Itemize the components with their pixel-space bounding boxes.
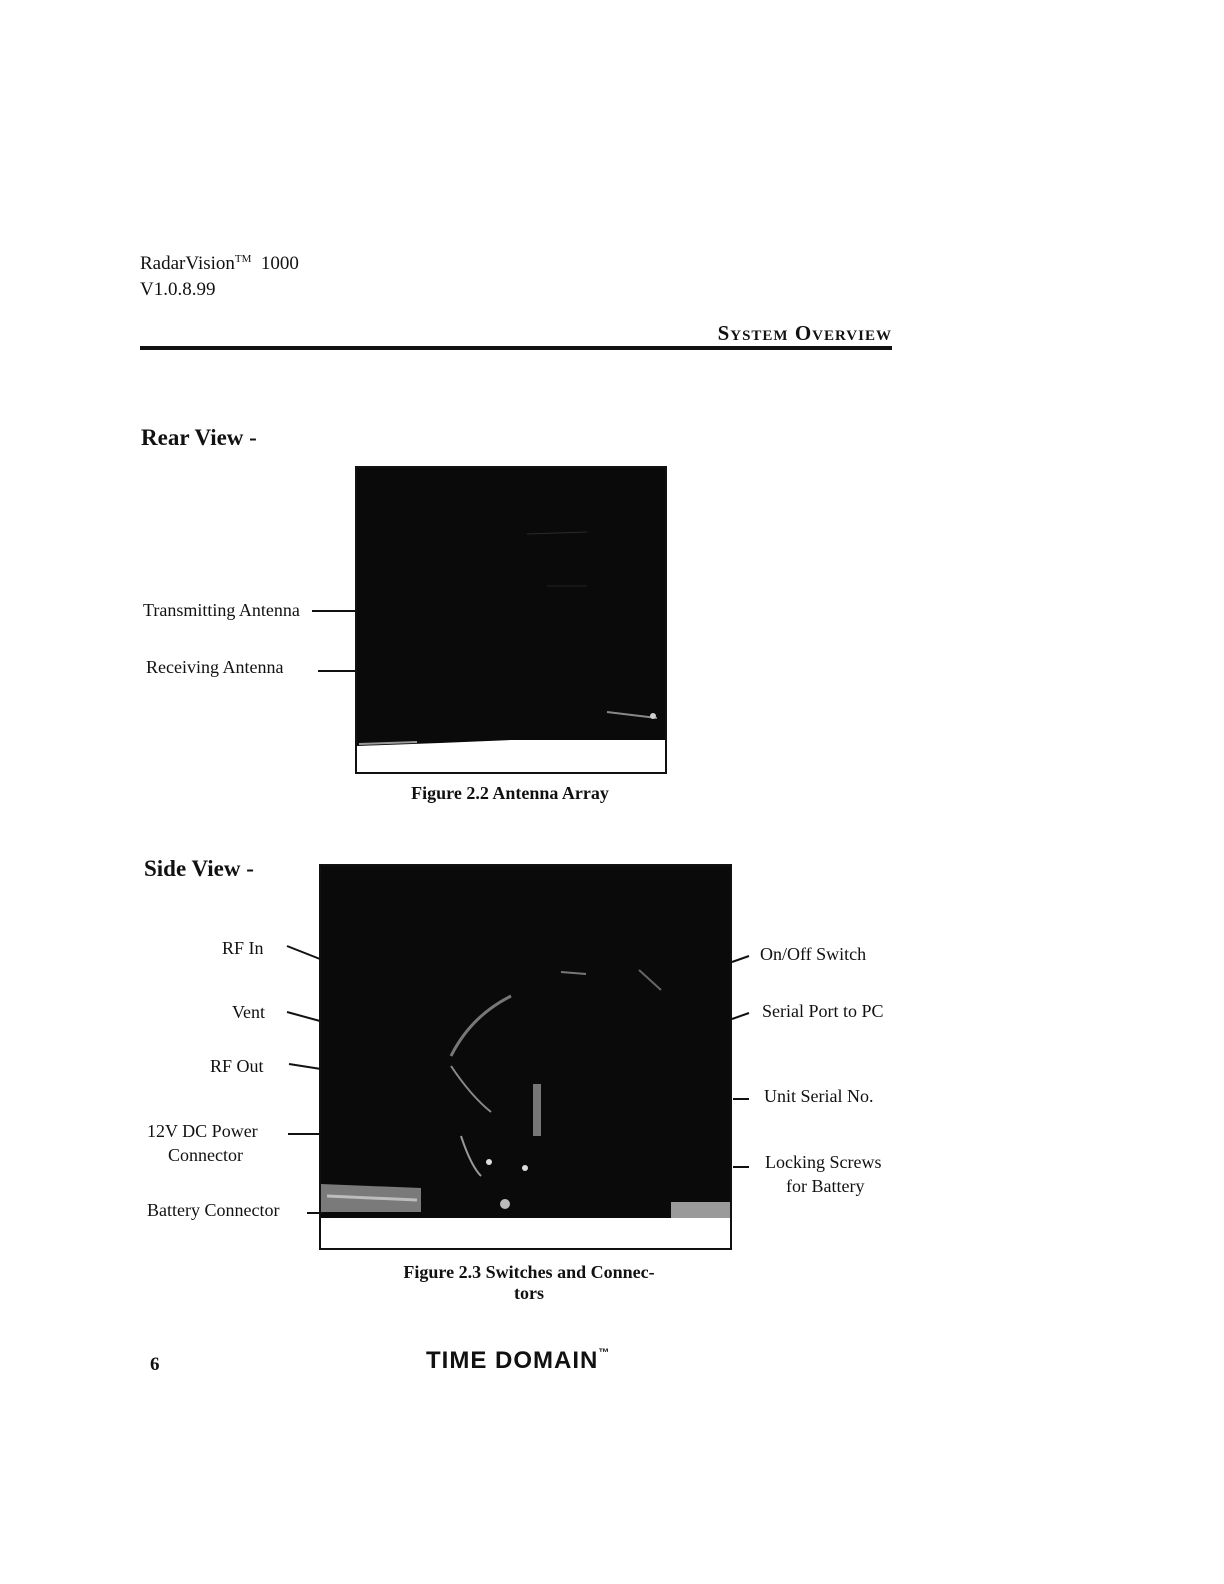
serial-port-leader: [731, 1011, 751, 1021]
serial-port-label: Serial Port to PC: [762, 1001, 884, 1021]
antenna-array-image: [357, 468, 665, 772]
antenna-array-photo: [355, 466, 667, 774]
product-name: [140, 253, 299, 275]
brand-trademark: ™: [598, 1347, 611, 1359]
rear-view-heading: Rear View -: [141, 425, 257, 450]
on-off-leader: [731, 954, 751, 964]
figure-2-2-caption: Figure 2.2 Antenna Array: [411, 783, 609, 803]
figure-2-3-caption-line1: Figure 2.3 Switches and Connec-: [403, 1262, 655, 1282]
brand-logo: [426, 1347, 610, 1375]
transmitting-antenna-label: Transmitting Antenna: [143, 600, 300, 620]
figure-2-3-caption: [370, 1262, 688, 1304]
serial-number-leader: [733, 1098, 749, 1100]
product-title: RadarVision: [140, 253, 235, 274]
rf-out-label: RF Out: [210, 1056, 264, 1076]
receiving-antenna-label: Receiving Antenna: [146, 657, 284, 677]
page-number: 6: [150, 1354, 160, 1375]
on-off-switch-label: On/Off Switch: [760, 944, 867, 964]
switches-connectors-photo: [319, 864, 732, 1250]
trademark-mark: TM: [234, 253, 252, 265]
power-connector-leader: [288, 1133, 321, 1135]
rf-in-leader: [286, 944, 322, 962]
version-label: V1.0.8.99: [140, 279, 216, 300]
battery-connector-leader: [307, 1212, 323, 1214]
receiving-antenna-leader: [318, 670, 356, 672]
battery-connector-label: Battery Connector: [147, 1200, 280, 1220]
header-rule: [140, 346, 892, 350]
product-model: 1000: [260, 253, 299, 274]
side-view-heading: Side View -: [144, 856, 254, 881]
unit-serial-number-label: Unit Serial No.: [764, 1086, 874, 1106]
locking-screws-label-line1: Locking Screws: [765, 1152, 882, 1172]
power-connector-label-line1: 12V DC Power: [147, 1121, 258, 1141]
locking-screws-label-line2: for Battery: [786, 1176, 865, 1196]
section-title: System Overview: [717, 321, 892, 345]
power-connector-label-line2: Connector: [168, 1145, 243, 1165]
locking-screws-leader: [733, 1166, 749, 1168]
switches-connectors-image: [321, 866, 730, 1248]
vent-leader: [286, 1010, 322, 1024]
transmitting-antenna-leader: [312, 610, 356, 612]
rf-in-label: RF In: [222, 938, 264, 958]
rf-out-leader: [288, 1062, 322, 1072]
figure-2-3-caption-line2: tors: [514, 1283, 544, 1303]
brand-name: TIME DOMAIN: [426, 1347, 599, 1374]
vent-label: Vent: [232, 1002, 265, 1022]
